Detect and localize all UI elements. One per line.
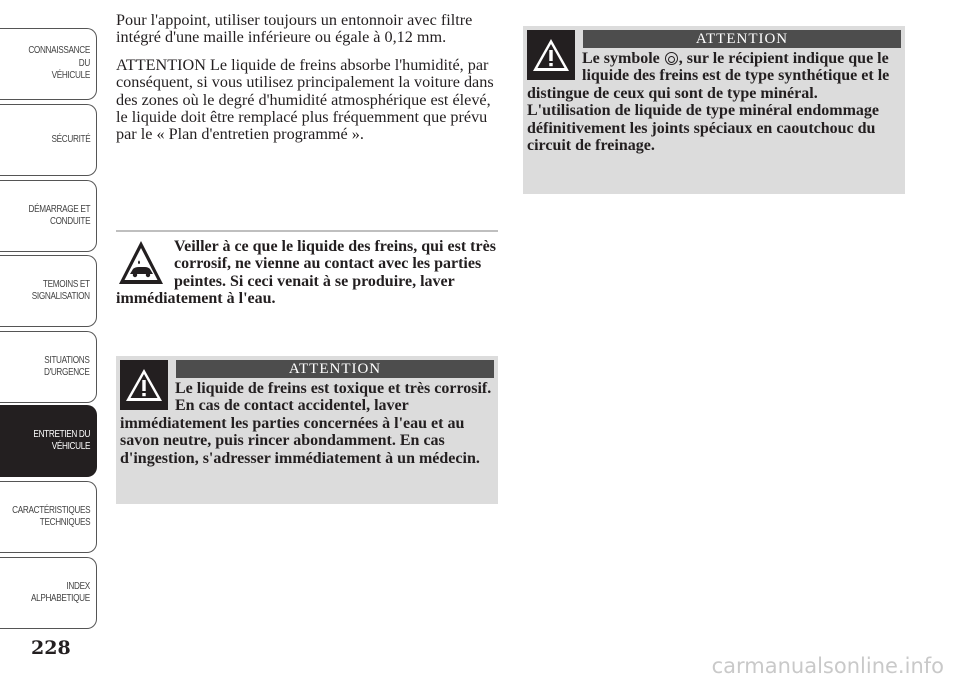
tab-entretien-vehicule[interactable]: ENTRETIEN DU VÉHICULE bbox=[0, 405, 97, 477]
tab-demarrage-conduite[interactable]: DÉMARRAGE ET CONDUITE bbox=[0, 180, 97, 252]
tab-caracteristiques-techniques[interactable]: CARACTÉRISTIQUES TECHNIQUES bbox=[0, 481, 97, 553]
car-paint-caution-icon bbox=[116, 238, 166, 288]
warning-heading: ATTENTION bbox=[176, 360, 494, 378]
paragraph-funnel: Pour l'appoint, utiliser toujours un entonnoir avec filtre intégré d'une maille inférieure ou égale à 0,12 mm. bbox=[116, 11, 473, 47]
warning-box-toxic bbox=[116, 356, 498, 504]
chapter-tabs bbox=[0, 0, 100, 640]
left-column bbox=[116, 12, 500, 154]
watermark: carmanualsonline.info bbox=[711, 654, 944, 678]
tab-situations-urgence[interactable]: SITUATIONS D'URGENCE bbox=[0, 331, 97, 403]
caution-text: Veiller à ce que le liquide des freins, qui est très corrosif, ne vienne au contact avec les parties peintes. Si ceci venait à se produire, laver immédiatement à l'eau. bbox=[116, 238, 496, 308]
tab-securite[interactable]: SÉCURITÉ bbox=[0, 104, 97, 176]
warning-triangle-icon bbox=[527, 30, 575, 80]
tab-temoins-signalisation[interactable]: TEMOINS ET SIGNALISATION bbox=[0, 255, 97, 327]
warning-text-synthetic bbox=[527, 50, 901, 154]
warning-text-toxic: Le liquide de freins est toxique et très corrosif. En cas de contact accidentel, laver immédiatement les parties concernées à l'eau et au savon neutre, puis rincer abondamment. En cas d'ingestion, s'adresser immédiatement à un médecin. bbox=[120, 380, 492, 467]
section-divider bbox=[116, 230, 498, 232]
caution-paint-block bbox=[116, 238, 498, 308]
warning-triangle-icon bbox=[120, 360, 168, 410]
tab-index-alphabetique[interactable]: INDEX ALPHABETIQUE bbox=[0, 557, 97, 629]
brake-fluid-symbol-icon bbox=[665, 52, 678, 65]
tab-connaissance-vehicule[interactable]: CONNAISSANCE DU VÉHICULE bbox=[0, 28, 97, 100]
warning-heading-right: ATTENTION bbox=[583, 30, 901, 48]
warning-text-before-symbol: Le symbole bbox=[582, 50, 660, 67]
warning-box-synthetic bbox=[523, 26, 905, 194]
paragraph-humidity: ATTENTION Le liquide de freins absorbe l'humidité, par conséquent, si vous utilisez principalement la voiture dans des zones où le degré d'humidité atmosphérique est élevé, le liquide doit être remplacé plus fréquemment que prévu par le « Plan d'entretien programmé ». bbox=[116, 55, 494, 144]
warning-text-after-symbol: , sur le récipient indique que le liquide des freins est de type synthétique et le distingue de ceux qui sont de type minéral. L'utilisation de liquide de type minéral endommage définitivement les joints spéciaux en caoutchouc du circuit de freinage. bbox=[527, 50, 890, 155]
page-number: 228 bbox=[31, 637, 71, 659]
